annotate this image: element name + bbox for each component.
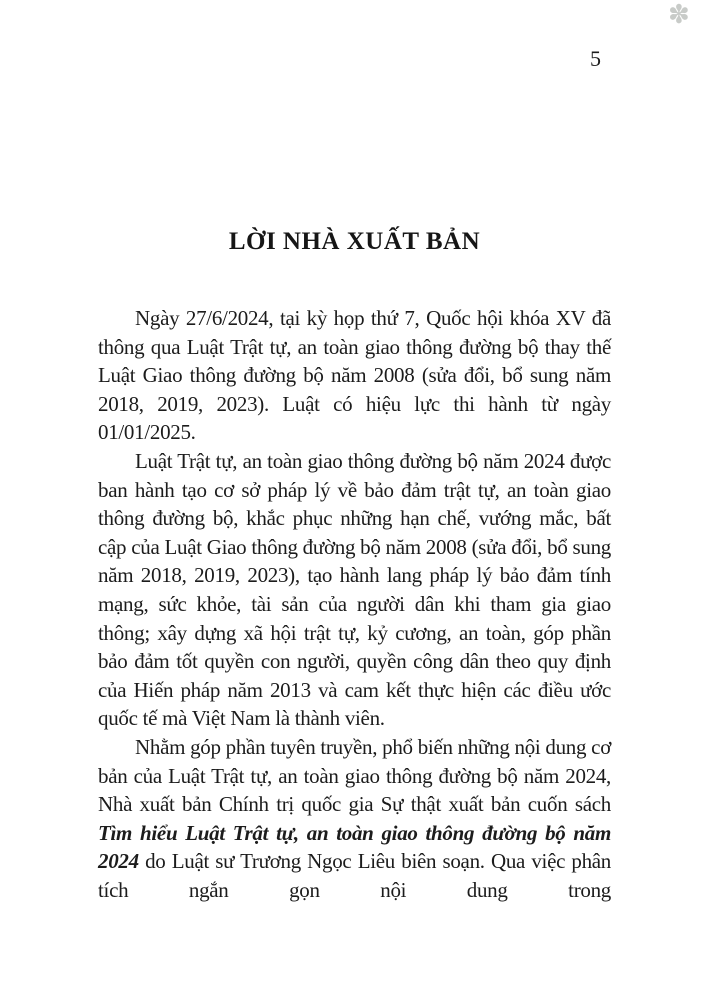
- paragraph-2: [98, 447, 611, 733]
- paragraph-3-text-before: Nhằm góp phần tuyên truyền, phổ biến những nội dung cơ bản của Luật Trật tự, an toàn giao thông đường bộ năm 2024, Nhà xuất bản Chính trị quốc gia Sự thật xuất bản cuốn sách: [98, 734, 611, 817]
- paragraph-3: [98, 733, 611, 905]
- paragraph-1-text: Ngày 27/6/2024, tại kỳ họp thứ 7, Quốc hội khóa XV đã thông qua Luật Trật tự, an toàn giao thông đường bộ thay thế Luật Giao thông đường bộ năm 2008 (sửa đổi, bổ sung năm 2018, 2019, 2023). Luật có hiệu lực thi hành từ ngày 01/01/2025.: [98, 306, 611, 445]
- chapter-title: LỜI NHÀ XUẤT BẢN: [228, 228, 481, 255]
- flower-ornament-icon: ✽: [668, 0, 690, 29]
- paragraph-3-text-after: do Luật sư Trương Ngọc Liêu biên soạn. Qua việc phân tích ngắn gọn nội dung trong: [98, 849, 611, 902]
- page-number: 5: [590, 46, 601, 71]
- book-title-emphasis: Tìm hiểu Luật Trật tự, an toàn giao thông đường bộ năm 2024: [98, 820, 611, 874]
- page-content: [98, 226, 611, 904]
- paragraph-2-text: Luật Trật tự, an toàn giao thông đường bộ năm 2024 được ban hành tạo cơ sở pháp lý về bảo đảm trật tự, an toàn giao thông đường bộ, khắc phục những hạn chế, vướng mắc, bất cập của Luật Giao thông đường bộ năm 2008 (sửa đổi, bổ sung năm 2018, 2019, 2023), tạo hành lang pháp lý bảo đảm tính mạng, sức khỏe, tài sản của người dân khi tham gia giao thông; xây dựng xã hội trật tự, kỷ cương, an toàn, góp phần bảo đảm tốt quyền con người, quyền công dân theo quy định của Hiến pháp năm 2013 và cam kết thực hiện các điều ước quốc tế mà Việt Nam là thành viên.: [98, 448, 611, 731]
- paragraph-1: [98, 304, 611, 447]
